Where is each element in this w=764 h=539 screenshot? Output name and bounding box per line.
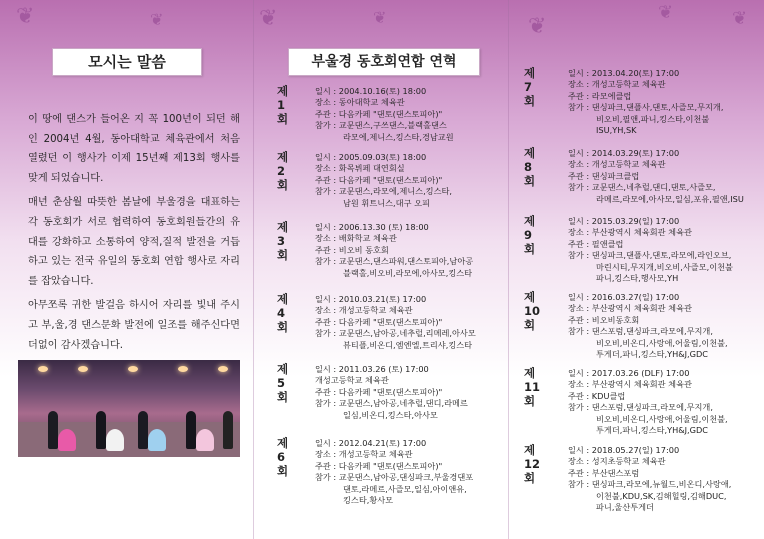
event-number: 제6회	[277, 436, 289, 478]
event-detail-line: 블랙홀,비오비,라모에,아사모,킹스타	[343, 267, 473, 278]
event-detail-line: 투게더,파니,킹스타,YH&J,GDC	[596, 425, 709, 436]
event-number: 제4회	[277, 292, 289, 334]
event-detail-line: 참가 : 댄싱파크,라모에,뉴월드,비온디,사랑애,	[568, 479, 732, 490]
greeting-text	[28, 110, 240, 360]
event-detail-line: 참가 : 교문댄스,남아공,네추럴,리메레,아사모	[315, 328, 476, 339]
event-number: 제1회	[277, 84, 289, 126]
event-number: 제5회	[277, 362, 289, 404]
butterfly-icon: ❦	[150, 10, 164, 29]
event-detail-line: 참가 : 교문댄스,남아공,네추럴,댄디,라메르	[315, 398, 468, 409]
event-detail-line: 이천불,KDU,SK,김해힐링,김해DUC,	[596, 490, 727, 501]
butterfly-icon: ❦	[16, 4, 35, 29]
event-detail-line: 마린시티,무지개,비오비,사즐모,이천불	[596, 261, 733, 272]
event-detail-line: 장소 : 부산광역시 체육회관 체육관	[568, 227, 692, 238]
greeting-paragraph: 매년 춘삼월 따뜻한 봄날에 부울경을 대표하는 각 동호회가 서로 협력하여 동호회원들간의 유대를 강화하고 소통하여 양적,질적 발전을 거듭하고 있는 전국 유일의 동호회 연합 행사로 자리를 잡았습니다.	[28, 197, 240, 287]
event-detail-line: 장소 : 동아대학교 체육관	[315, 97, 405, 108]
greeting-title: 모시는 말씀	[52, 48, 202, 76]
event-detail-line: 참가 : 댄스포럼,댄싱파크,라모에,무지개,	[568, 326, 713, 337]
event-detail-line: 일심,비온디,킹스타,아사모	[343, 409, 438, 420]
event-number: 제2회	[277, 150, 289, 192]
event-detail-line: 라모에,제니스,킹스타,경남교원	[343, 131, 454, 142]
event-detail-line: ISU,YH,SK	[596, 125, 637, 136]
event-detail-line: 비오비,필앤,파니,킹스타,이천불	[596, 113, 710, 124]
event-detail-line: 일시 : 2013.04.20(토) 17:00	[568, 68, 680, 78]
greeting-paragraph: 이 땅에 댄스가 들어온 지 꼭 100년이 되던 해인 2004년 4월, 동아대학교 체육관에서 처음 열렸던 이 행사가 이제 15년째 제13회 행사를 맞게 되었습니다.	[28, 114, 240, 184]
dance-photo	[18, 360, 240, 457]
middle-panel	[253, 0, 508, 539]
event-detail-line: 주관 : 다음카페 "댄토(댄스토피아)"	[315, 316, 443, 327]
event-detail-line: 주관 : KDU클럽	[568, 390, 626, 401]
event-detail-line: 참가 : 교문댄스,댄스파워,댄스토피아,남아공	[315, 256, 474, 267]
butterfly-icon: ❦	[528, 14, 547, 39]
event-detail-line: 주관 : 필앤클럽	[568, 238, 624, 249]
event-detail-line: 참가 : 교문댄스,네추럴,댄디,댄토,사즐모,	[568, 182, 716, 193]
event-detail-line: 장소 : 개성고등학교 체육관	[568, 79, 666, 90]
event-detail-line: 일시 : 2010.03.21(토) 17:00	[315, 294, 427, 304]
event-detail-line: 장소 : 개성고등학교 체육관	[315, 449, 413, 460]
event-detail-line: 장소 : 배화학교 체육관	[315, 233, 397, 244]
event-detail-line: 댄토,라메르,사즐모,일심,아이앤유,	[343, 483, 467, 494]
event-detail-line: 비오비,비온디,사랑애,어울림,이천불,	[596, 337, 728, 348]
event-detail-line: 주관 : 다음카페 "댄토(댄스토피아)"	[315, 108, 443, 119]
event-detail-line: 장소 : 성지초등학교 체육관	[568, 456, 666, 467]
event-detail-line: 주관 : 다음카페 "댄토(댄스토피아)"	[315, 386, 443, 397]
event-detail-line: 장소 : 화목뷔페 대연회실	[315, 163, 405, 174]
event-number: 제7회	[524, 66, 536, 108]
event-detail-line: 남원 휘트니스,대구 오피	[343, 197, 430, 208]
event-detail-line: 주관 : 부산댄스포럼	[568, 467, 640, 478]
event-detail-line: 장소 : 부산광역시 체육회관 체육관	[568, 379, 692, 390]
butterfly-icon: ❦	[732, 8, 748, 29]
butterfly-icon: ❦	[373, 8, 387, 27]
event-detail-line: 일시 : 2004.10.16(토) 18:00	[315, 86, 427, 96]
history-title: 부울경 동호회연합 연혁	[288, 48, 480, 76]
event-detail-line: 킹스타,황사모	[343, 495, 394, 506]
event-detail-line: 일시 : 2015.03.29(일) 17:00	[568, 216, 680, 226]
event-detail-line: 장소 : 개성고등학교 체육관	[315, 305, 413, 316]
event-number: 제11회	[524, 366, 541, 408]
event-detail-line: 장소 : 부산광역시 체육회관 체육관	[568, 303, 692, 314]
event-detail-line: 비오비,비온디,사랑애,어울림,이천불,	[596, 413, 728, 424]
event-number: 제10회	[524, 290, 541, 332]
event-detail-line: 일시 : 2014.03.29(토) 17:00	[568, 148, 680, 158]
event-detail-line: 참가 : 댄싱파크,댄플사,댄토,사즐모,무지개,	[568, 102, 724, 113]
event-detail-line: 주관 : 비오비동호회	[568, 314, 640, 325]
event-detail-line: 일시 : 2011.03.26 (토) 17:00	[315, 364, 429, 374]
butterfly-icon: ❦	[259, 6, 278, 31]
event-detail-line: 일시 : 2018.05.27(일) 17:00	[568, 445, 680, 455]
event-detail-line: 참가 : 댄스포럼,댄싱파크,라모에,무지개,	[568, 402, 713, 413]
event-detail-line: 주관 : 라모에클럽	[568, 90, 632, 101]
event-number: 제9회	[524, 214, 536, 256]
event-number: 제12회	[524, 443, 541, 485]
event-detail-line: 투게더,파니,킹스타,YH&J,GDC	[596, 349, 709, 360]
event-detail-line: 참가 : 교문댄스,남아공,댄싱파크,부울경댄포	[315, 472, 474, 483]
event-detail-line: 일시 : 2006.13.30 (토) 18:00	[315, 222, 429, 232]
event-detail-line: 주관 : 댄싱파크클럽	[568, 170, 640, 181]
event-detail-line: 일시 : 2017.03.26 (DLF) 17:00	[568, 368, 690, 378]
event-detail-line: 일시 : 2016.03.27(일) 17:00	[568, 292, 680, 302]
event-detail-line: 개성고등학교 체육관	[315, 375, 389, 386]
event-detail-line: 파니,킹스타,행사모,YH	[596, 273, 679, 284]
event-detail-line: 주관 : 다음카페 "댄토(댄스토피아)"	[315, 460, 443, 471]
left-panel	[0, 0, 253, 539]
event-detail-line: 일시 : 2005.09.03(토) 18:00	[315, 152, 427, 162]
event-detail-line: 라메르,라모에,아사모,일심,포유,필앤,ISU	[596, 193, 744, 204]
butterfly-icon: ❦	[658, 2, 674, 23]
event-detail-line: 파니,울산투게더	[596, 502, 654, 513]
event-detail-line: 참가 : 댄싱파크,댄플사,댄토,라모에,라인오브,	[568, 250, 732, 261]
event-number: 제3회	[277, 220, 289, 262]
event-detail-line: 참가 : 교문댄스,구쓰댄스,블랙홀댄스	[315, 120, 447, 131]
event-detail-line: 뷰티플,비온디,엠엔엘,트리샤,킹스타	[343, 339, 473, 350]
event-detail-line: 일시 : 2012.04.21(토) 17:00	[315, 438, 427, 448]
event-detail-line: 장소 : 개성고등학교 체육관	[568, 159, 666, 170]
event-detail-line: 주관 : 비오비 동호회	[315, 244, 389, 255]
greeting-paragraph: 아무쪼록 귀한 발걸음 하시어 자리를 빛내 주시고 부,울,경 댄스문화 발전에 일조를 해주신다면 더없이 감사겠습니다.	[28, 300, 240, 351]
right-panel	[508, 0, 764, 539]
event-detail-line: 참가 : 교문댄스,라모에,제니스,킹스타,	[315, 186, 453, 197]
event-number: 제8회	[524, 146, 536, 188]
event-detail-line: 주관 : 다음카페 "댄토(댄스토피아)"	[315, 174, 443, 185]
